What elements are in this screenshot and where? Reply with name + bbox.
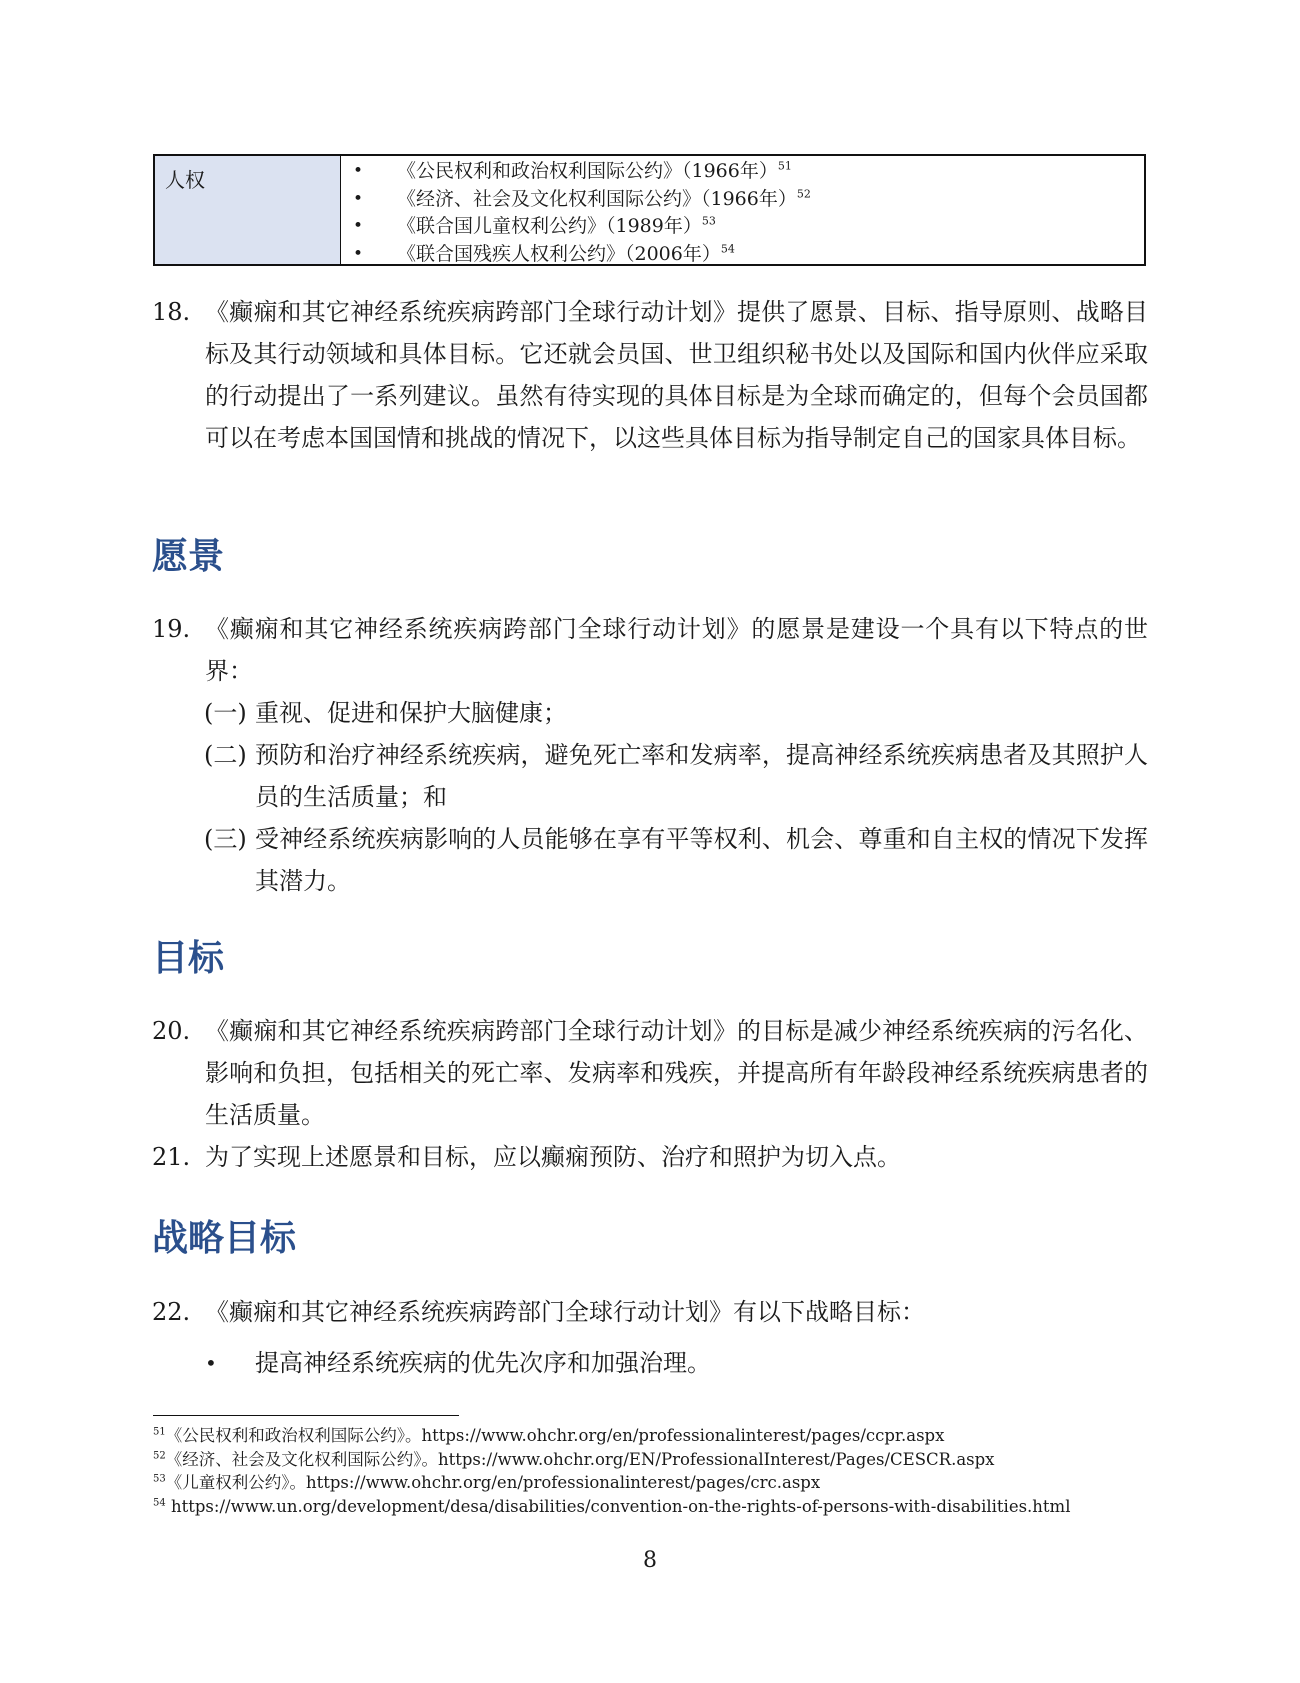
footnote bbox=[153, 1448, 1153, 1472]
footnote bbox=[153, 1424, 1153, 1448]
vision-item-2 bbox=[204, 734, 1148, 818]
paragraph-text: 《癫痫和其它神经系统疾病跨部门全球行动计划》提供了愿景、目标、指导原则、战略目标及其行动领域和具体目标。它还就会员国、世卫组织秘书处以及国际和国内伙伴应采取的行动提出了一系列建议。虽然有待实现的具体目标是为全球而确定的，但每个会员国都可以在考虑本国国情和挑战的情况下，以这些具体目标为指导制定自己的国家具体目标。 bbox=[205, 298, 1148, 452]
paragraph-text: 《癫痫和其它神经系统疾病跨部门全球行动计划》有以下战略目标： bbox=[205, 1298, 925, 1326]
paragraph-text: 《癫痫和其它神经系统疾病跨部门全球行动计划》的愿景是建设一个具有以下特点的世界： bbox=[205, 615, 1148, 685]
paragraph-text: 为了实现上述愿景和目标，应以癫痫预防、治疗和照护为切入点。 bbox=[205, 1143, 901, 1171]
item-label: (一) bbox=[204, 699, 247, 727]
vision-item-1 bbox=[204, 692, 1148, 734]
treaty-item: • 《公民权利和政治权利国际公约》（1966年）$^{51}$ bbox=[353, 158, 1144, 186]
paragraph-number: 20. bbox=[152, 1017, 191, 1045]
footnote-number: 51 bbox=[153, 1426, 166, 1438]
strategic-objective-bullet bbox=[205, 1342, 711, 1384]
page-number: 8 bbox=[643, 1548, 657, 1573]
paragraph-19 bbox=[152, 608, 1148, 692]
treaty-item: • 《联合国儿童权利公约》（1989年）$^{53}$ bbox=[353, 213, 1144, 241]
bullet-icon: • bbox=[205, 1351, 217, 1375]
footnote bbox=[153, 1495, 1153, 1519]
heading-goal: 目标 bbox=[152, 938, 225, 979]
footnote-text[interactable]: 《经济、社会及文化权利国际公约》。https://www.ohchr.org/EN/ProfessionalInterest/Pages/CESCR.aspx bbox=[165, 1449, 995, 1469]
item-text: 预防和治疗神经系统疾病，避免死亡率和发病率，提高神经系统疾病患者及其照护人员的生活质量；和 bbox=[255, 741, 1148, 811]
footnote bbox=[153, 1471, 1153, 1495]
table-category-cell: 人权 bbox=[155, 156, 341, 264]
treaty-item: • 《联合国残疾人权利公约》（2006年）$^{54}$ bbox=[353, 241, 1144, 269]
footnote-divider bbox=[153, 1415, 459, 1416]
footnotes bbox=[153, 1424, 1153, 1518]
heading-vision: 愿景 bbox=[152, 536, 225, 577]
item-label: (二) bbox=[204, 741, 247, 769]
footnote-text[interactable]: https://www.un.org/development/desa/disabilities/convention-on-the-rights-of-persons-with-disabilities.html bbox=[170, 1496, 1071, 1516]
paragraph-number: 19. bbox=[152, 615, 191, 643]
footnote-ref[interactable]: 54 bbox=[720, 242, 735, 256]
footnote-number: 53 bbox=[153, 1473, 166, 1485]
footnote-text[interactable]: 《公民权利和政治权利国际公约》。https://www.ohchr.org/en/professionalinterest/pages/ccpr.aspx bbox=[165, 1426, 945, 1445]
human-rights-table bbox=[153, 154, 1146, 266]
heading-strategic-objectives: 战略目标 bbox=[152, 1218, 297, 1259]
paragraph-20 bbox=[152, 1010, 1148, 1136]
bullet-text: 提高神经系统疾病的优先次序和加强治理。 bbox=[255, 1349, 711, 1377]
footnote-ref[interactable]: 52 bbox=[796, 187, 811, 201]
treaty-item: • 《经济、社会及文化权利国际公约》（1966年）$^{52}$ bbox=[353, 186, 1144, 214]
paragraph-number: 18. bbox=[152, 298, 191, 326]
footnote-ref[interactable]: 51 bbox=[777, 159, 792, 173]
paragraph-number: 22. bbox=[152, 1298, 191, 1326]
item-text: 受神经系统疾病影响的人员能够在享有平等权利、机会、尊重和自主权的情况下发挥其潜力。 bbox=[255, 825, 1148, 895]
footnote-text[interactable]: 《儿童权利公约》。https://www.ohchr.org/en/professionalinterest/pages/crc.aspx bbox=[165, 1473, 821, 1492]
item-text: 重视、促进和保护大脑健康； bbox=[255, 699, 567, 727]
treaty-list bbox=[341, 156, 1144, 264]
paragraph-22 bbox=[152, 1291, 1148, 1333]
item-label: (三) bbox=[204, 825, 247, 853]
footnote-ref[interactable]: 53 bbox=[701, 214, 716, 228]
paragraph-21 bbox=[152, 1136, 1148, 1178]
footnote-number: 54 bbox=[153, 1497, 166, 1508]
paragraph-number: 21. bbox=[152, 1143, 191, 1171]
footnote-number: 52 bbox=[153, 1450, 166, 1461]
vision-item-3 bbox=[204, 818, 1148, 902]
paragraph-text: 《癫痫和其它神经系统疾病跨部门全球行动计划》的目标是减少神经系统疾病的污名化、影响和负担，包括相关的死亡率、发病率和残疾，并提高所有年龄段神经系统疾病患者的生活质量。 bbox=[205, 1017, 1148, 1129]
paragraph-18 bbox=[152, 291, 1148, 459]
